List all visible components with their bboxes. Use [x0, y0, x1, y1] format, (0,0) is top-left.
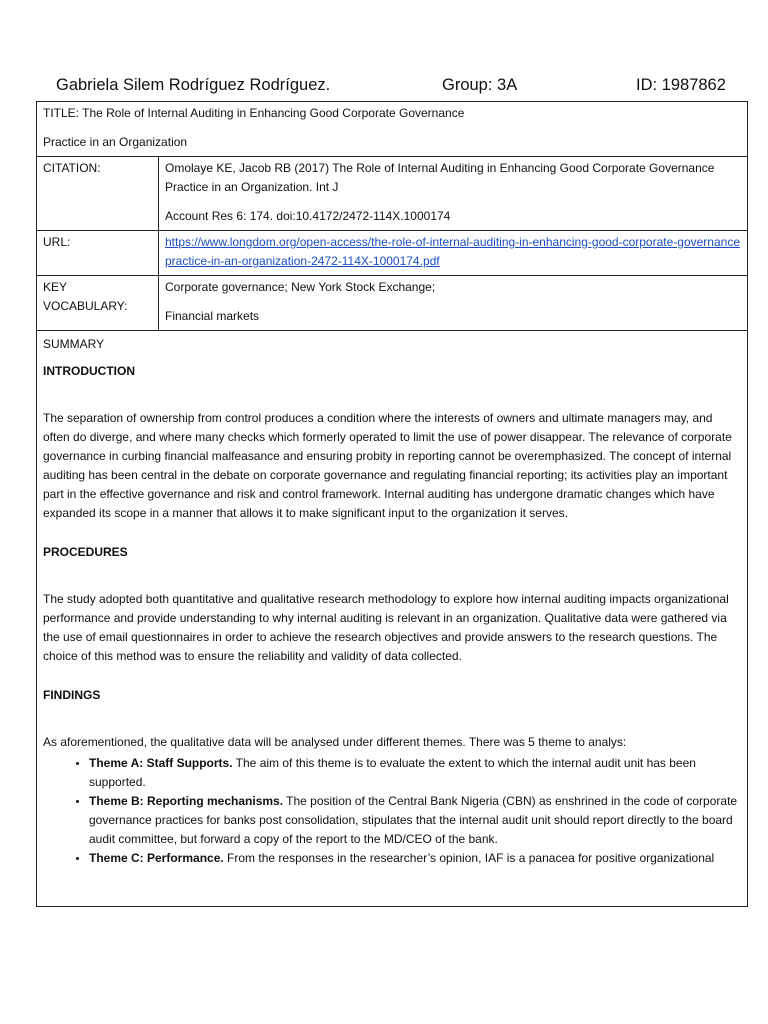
themes-list	[43, 754, 741, 868]
citation-row	[37, 157, 748, 231]
findings-heading: FINDINGS	[43, 688, 101, 702]
source-link[interactable]: https://www.longdom.org/open-access/the-role-of-internal-auditing-in-enhancing-good-corporate-governancepractice-in-an-organization-2472-114X-1000174.pdf	[165, 235, 740, 268]
citation-line-2: Account Res 6: 174. doi:10.4172/2472-114X.1000174	[165, 209, 451, 223]
introduction-heading: INTRODUCTION	[43, 364, 135, 378]
summary-cell	[37, 331, 748, 907]
procedures-text: The study adopted both quantitative and qualitative research methodology to explore how internal auditing impacts organizational performance and provide understanding to why internal auditing is relevant in an organization. Qualitative data were gathered via the use of email questionnaires in order to achieve the research objectives and provide answers to the research questions. The choice of this method was to ensure the reliability and validity of data collected.	[43, 592, 729, 663]
list-item	[89, 792, 741, 849]
summary-row	[37, 331, 748, 907]
theme-text: The position of the Central Bank Nigeria (CBN) as enshrined in the code of corporate governance practices for banks post consolidation, stipulates that the internal audit unit should report directly to the board audit committee, but forward a copy of the report to the MD/CEO of the bank.	[89, 794, 738, 846]
vocabulary-label: KEY VOCABULARY:	[37, 276, 159, 331]
group-label: Group: 3A	[442, 76, 518, 94]
summary-label: SUMMARY	[43, 337, 105, 351]
citation-line-1: Omolaye KE, Jacob RB (2017) The Role of Internal Auditing in Enhancing Good Corporate Governance Practice in an Organization. Int J	[165, 161, 715, 194]
vocabulary-line-2: Financial markets	[165, 309, 260, 323]
title-cell	[37, 102, 748, 157]
student-id: ID: 1987862	[636, 76, 726, 94]
theme-title: Theme B: Reporting mechanisms.	[89, 794, 284, 808]
findings-intro: As aforementioned, the qualitative data will be analysed under different themes. There was 5 theme to analys:	[43, 735, 627, 749]
summary-table	[36, 101, 748, 907]
introduction-text: The separation of ownership from control produces a condition where the interests of owners and ultimate managers may, and often do diverge, and where many checks which formerly operated to limit the use of power disappear. The relevance of corporate governance in curbing financial malfeasance and ensuring probity in reporting cannot be overemphasized. The concept of internal auditing has been central in the debate on corporate governance and regulating financial reporting; its activities play an important part in the effective governance and risk and control framework. Internal auditing has undergone dramatic changes which have expanded its scope in a manner that allows it to make significant input to the organization it serves.	[43, 411, 732, 520]
document-header	[56, 76, 736, 100]
summary-content	[43, 333, 741, 902]
citation-label: CITATION:	[37, 157, 159, 231]
url-cell	[159, 231, 748, 276]
theme-text: From the responses in the researcher’s opinion, IAF is a panacea for positive organizational	[223, 851, 715, 865]
vocabulary-row	[37, 276, 748, 331]
url-row	[37, 231, 748, 276]
theme-title: Theme A: Staff Supports.	[89, 756, 233, 770]
student-name: Gabriela Silem Rodríguez Rodríguez.	[56, 76, 331, 94]
vocabulary-line-1: Corporate governance; New York Stock Exchange;	[165, 280, 436, 294]
title-row	[37, 102, 748, 157]
title-line-2: Practice in an Organization	[43, 135, 188, 149]
url-label: URL:	[37, 231, 159, 276]
title-line-1: TITLE: The Role of Internal Auditing in Enhancing Good Corporate Governance	[43, 106, 465, 120]
list-item	[89, 849, 741, 868]
citation-cell	[159, 157, 748, 231]
list-item	[89, 754, 741, 792]
theme-title: Theme C: Performance.	[89, 851, 224, 865]
procedures-heading: PROCEDURES	[43, 545, 128, 559]
vocabulary-cell	[159, 276, 748, 331]
theme-text: The aim of this theme is to evaluate the extent to which the internal audit unit has been supported.	[89, 756, 696, 789]
